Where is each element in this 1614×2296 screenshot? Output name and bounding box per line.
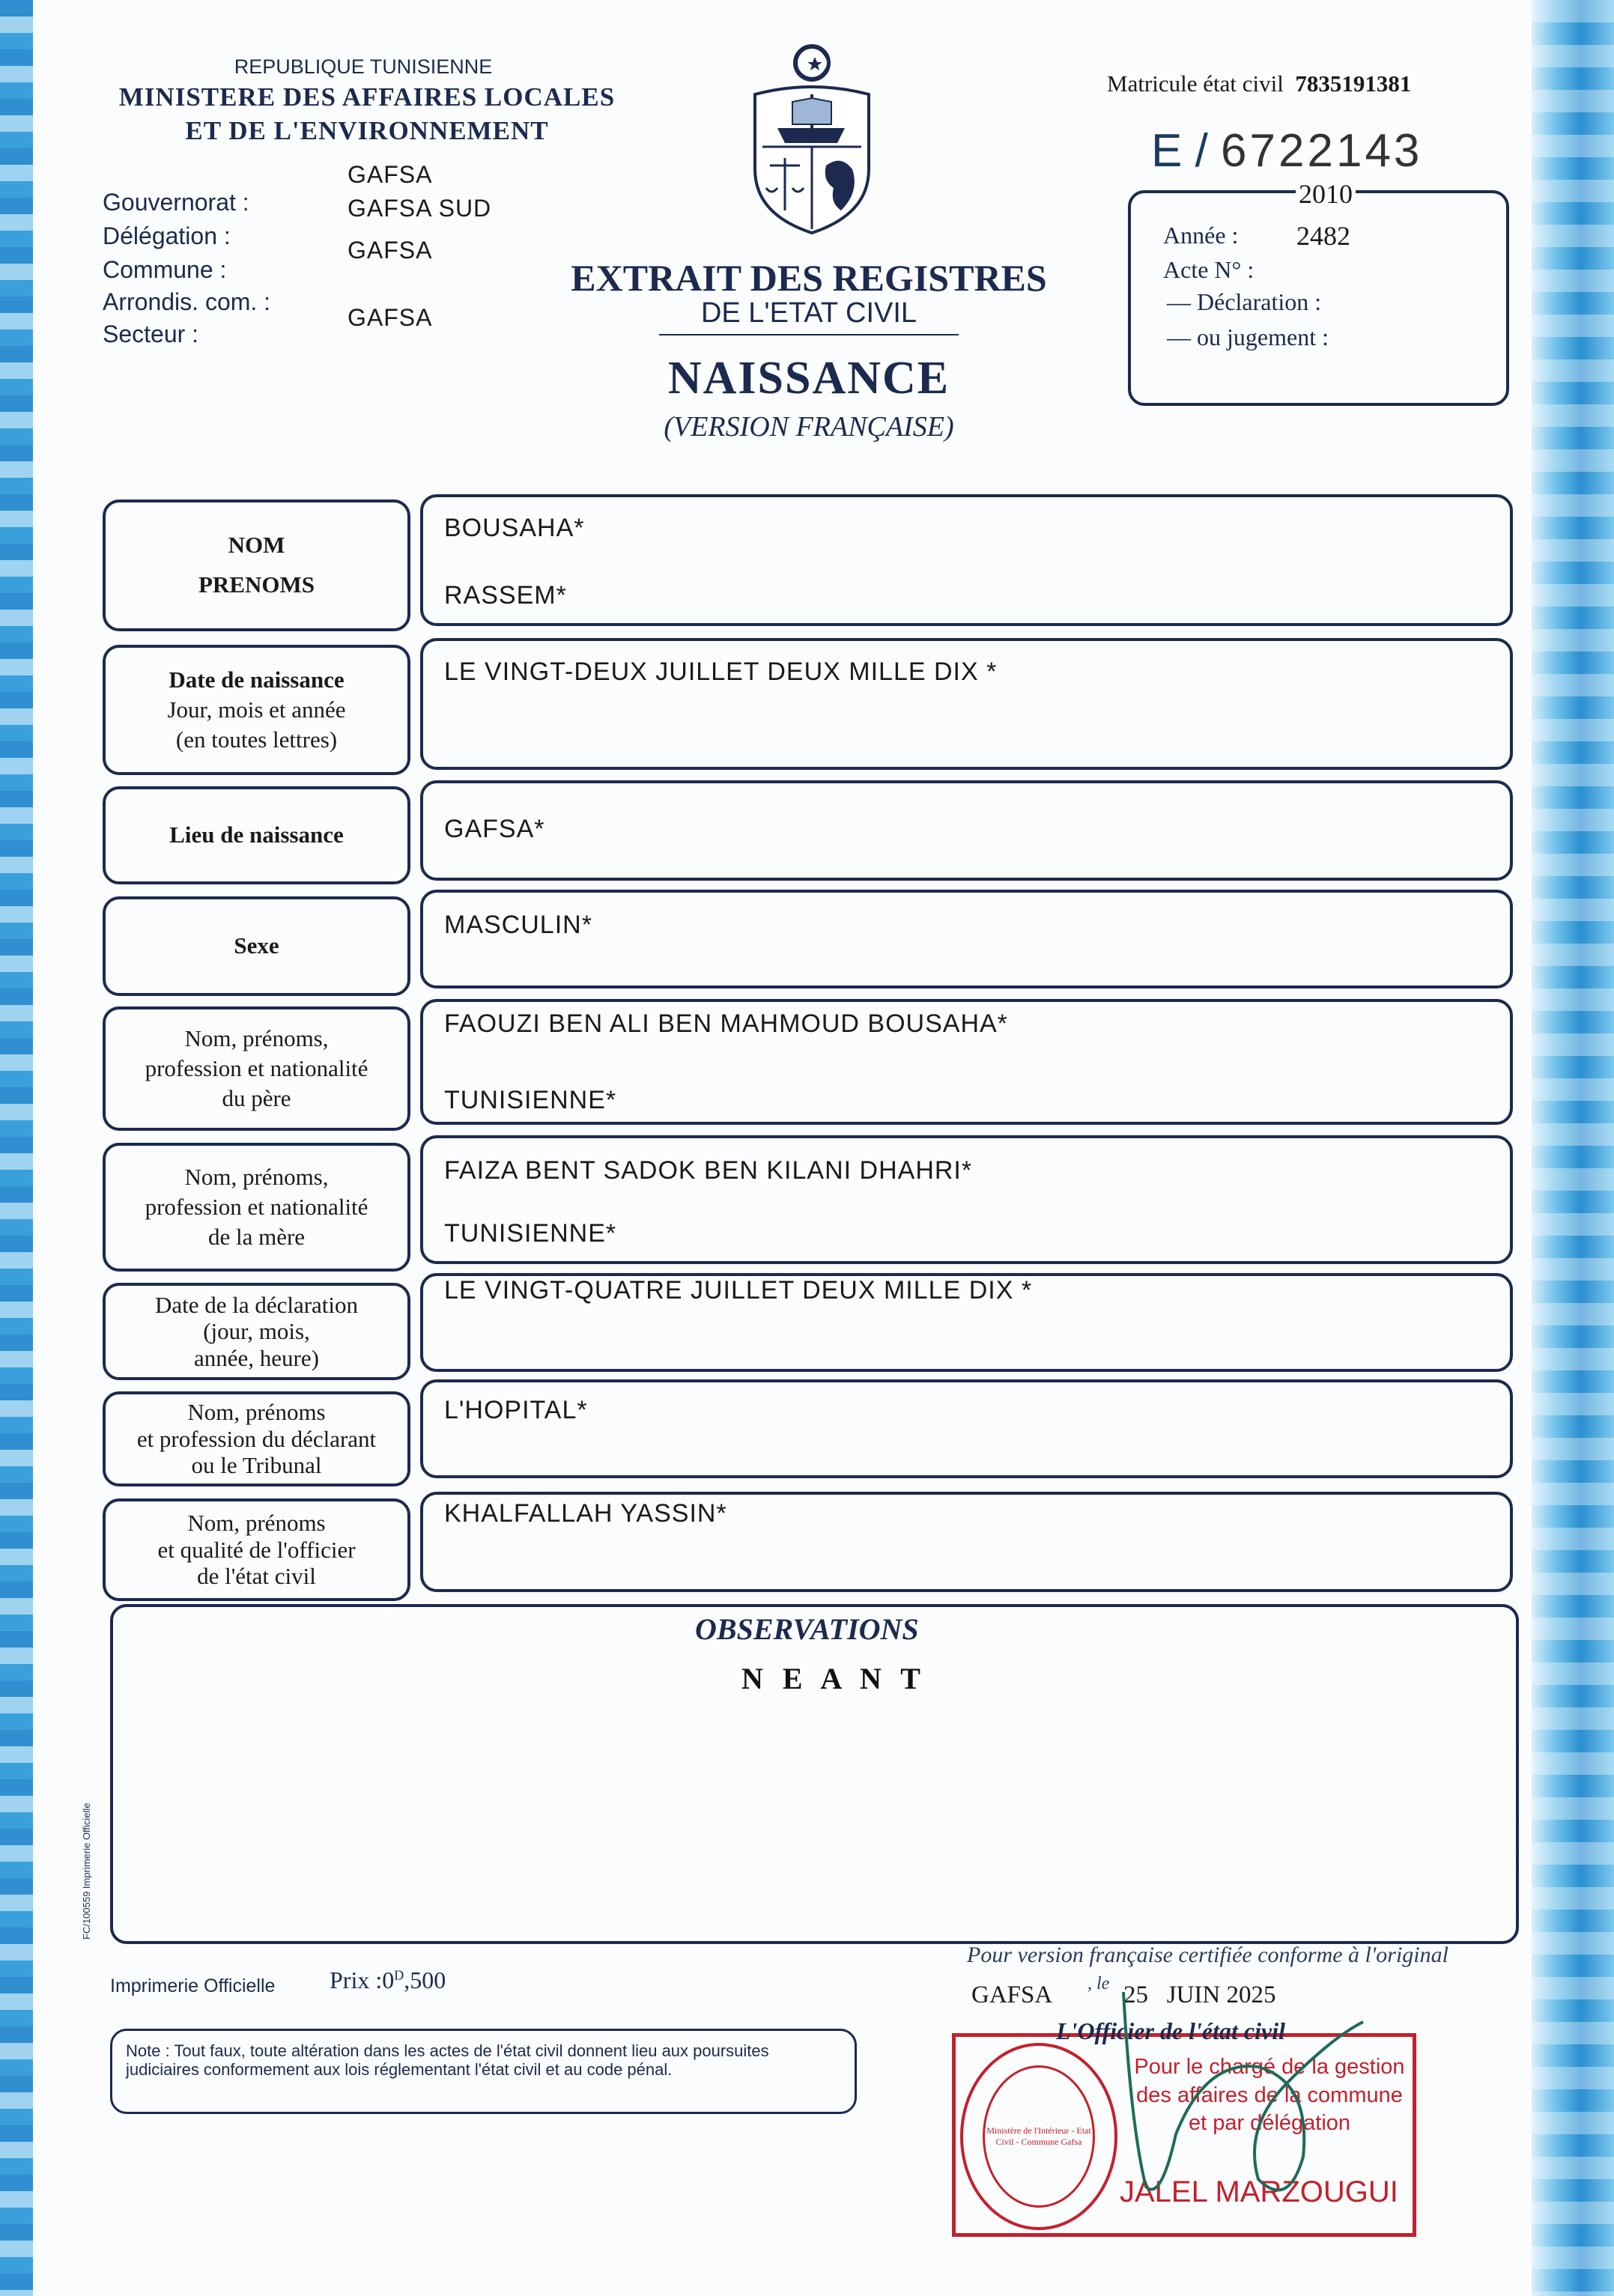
title-divider bbox=[659, 334, 959, 335]
date-declaration-value: LE VINGT-QUATRE JUILLET DEUX MILLE DIX * bbox=[444, 1276, 1033, 1305]
issue-date: 25 JUIN 2025 bbox=[1123, 1981, 1276, 2008]
date-declaration-label-line1: Date de la déclaration bbox=[154, 1291, 359, 1318]
republic-label: REPUBLIQUE TUNISIENNE bbox=[234, 55, 493, 78]
price bbox=[330, 1967, 446, 1994]
pere-name-value: FAOUZI BEN ALI BEN MAHMOUD BOUSAHA* bbox=[444, 1009, 1008, 1038]
sexe-label: Sexe bbox=[103, 896, 410, 996]
prenoms-value: RASSEM* bbox=[444, 581, 567, 610]
price-value: ,500 bbox=[404, 1967, 446, 1993]
observations-box bbox=[110, 1604, 1519, 1944]
serial-prefix: E / bbox=[1151, 125, 1208, 177]
annee-label: Année : bbox=[1163, 222, 1239, 249]
pere-nationality-value: TUNISIENNE* bbox=[444, 1086, 617, 1114]
mere-value-box bbox=[420, 1135, 1513, 1264]
document-subtitle: DE L'ETAT CIVIL bbox=[700, 297, 917, 329]
prenoms-label: PRENOMS bbox=[198, 571, 315, 598]
year-value: 2010 bbox=[1296, 178, 1356, 210]
pere-label-line2: profession et nationalité bbox=[145, 1054, 368, 1081]
issue-le: , le bbox=[1087, 1974, 1110, 1993]
officier-label-line3: de l'état civil bbox=[197, 1563, 316, 1590]
tunisia-coat-of-arms-icon bbox=[747, 42, 876, 237]
serial-number bbox=[1151, 124, 1422, 177]
declarant-value-box bbox=[420, 1379, 1513, 1478]
observations-value: N E A N T bbox=[741, 1662, 926, 1695]
mere-label-line3: de la mère bbox=[207, 1224, 306, 1251]
declarant-label-line2: et profession du déclarant bbox=[136, 1425, 377, 1452]
price-currency: D bbox=[394, 1967, 404, 1983]
decorative-border-right bbox=[1532, 0, 1614, 2296]
officier-label bbox=[103, 1498, 410, 1601]
officer-title: L'Officier de l'état civil bbox=[1056, 2017, 1285, 2044]
commune-value: GAFSA bbox=[348, 237, 433, 264]
declarant-value: L'HOPITAL* bbox=[444, 1396, 588, 1424]
stamp-line1: Pour le chargé de la gestion bbox=[1134, 2055, 1405, 2079]
officier-label-line2: et qualité de l'officier bbox=[157, 1536, 356, 1563]
stamp-line3: et par délégation bbox=[1188, 2111, 1351, 2136]
nom-prenoms-value bbox=[420, 494, 1513, 626]
gouvernorat-value: GAFSA bbox=[348, 161, 433, 188]
date-naissance-hint2: (en toutes lettres) bbox=[175, 726, 338, 753]
pere-label-line3: du père bbox=[222, 1085, 291, 1112]
officier-value: KHALFALLAH YASSIN* bbox=[444, 1499, 727, 1528]
jugement-label: — ou jugement : bbox=[1167, 324, 1329, 350]
ministry-line2: ET DE L'ENVIRONNEMENT bbox=[185, 116, 549, 145]
ministry-line1: MINISTERE DES AFFAIRES LOCALES bbox=[118, 82, 616, 112]
lieu-naissance-label: Lieu de naissance bbox=[103, 786, 410, 884]
declaration-label: — Déclaration : bbox=[1167, 288, 1322, 315]
nom-label: NOM bbox=[228, 532, 285, 559]
pere-value-box bbox=[420, 999, 1513, 1125]
stamp-line2: des affaires de la commune bbox=[1136, 2083, 1403, 2107]
matricule-field bbox=[1107, 70, 1411, 97]
side-print-ref: FC/100559 Imprimerie Officielle bbox=[81, 1803, 92, 1940]
date-declaration-label-line2: (jour, mois, bbox=[203, 1318, 310, 1345]
declarant-label-line3: ou le Tribunal bbox=[191, 1452, 322, 1479]
delegation-label: Délégation : bbox=[103, 222, 231, 249]
nom-prenoms-label bbox=[103, 499, 410, 631]
mere-label-line2: profession et nationalité bbox=[145, 1193, 368, 1220]
act-type-title: NAISSANCE bbox=[667, 353, 950, 404]
commune-label: Commune : bbox=[103, 256, 227, 283]
document-title: EXTRAIT DES REGISTRES bbox=[571, 257, 1047, 299]
lieu-naissance-value-box bbox=[420, 780, 1513, 881]
date-naissance-title: Date de naissance bbox=[169, 666, 345, 693]
mere-label bbox=[103, 1143, 410, 1272]
seal-text: Ministère de l'Intérieur - Etat Civil - Commune Gafsa bbox=[983, 2065, 1095, 2208]
decorative-border-left bbox=[0, 0, 33, 2296]
date-naissance-value-box bbox=[420, 638, 1513, 770]
officier-label-line1: Nom, prénoms bbox=[187, 1510, 326, 1537]
pere-label-line1: Nom, prénoms, bbox=[184, 1024, 329, 1051]
issue-place: GAFSA bbox=[971, 1981, 1053, 2008]
mere-label-line1: Nom, prénoms, bbox=[184, 1163, 329, 1190]
declarant-label bbox=[103, 1391, 410, 1486]
signature-icon bbox=[1064, 1977, 1378, 2217]
mere-name-value: FAIZA BENT SADOK BEN KILANI DHAHRI* bbox=[444, 1156, 973, 1185]
serial-value: 6722143 bbox=[1221, 125, 1423, 177]
matricule-label: Matricule état civil bbox=[1107, 70, 1284, 97]
printer-label: Imprimerie Officielle bbox=[110, 1975, 276, 1996]
arrondissement-label: Arrondis. com. : bbox=[103, 288, 271, 315]
pere-label bbox=[103, 1006, 410, 1131]
date-declaration-label-line3: année, heure) bbox=[194, 1344, 319, 1371]
mere-nationality-value: TUNISIENNE* bbox=[444, 1219, 617, 1248]
certification-text: Pour version française certifiée conforme à l'original bbox=[967, 1943, 1448, 1967]
lieu-naissance-value: GAFSA* bbox=[444, 815, 545, 843]
gouvernorat-label: Gouvernorat : bbox=[103, 189, 249, 216]
price-label: Prix :0 bbox=[330, 1967, 395, 1993]
version-label: (VERSION FRANÇAISE) bbox=[664, 411, 954, 443]
stamp-officer-name: JALEL MARZOUGUI bbox=[1120, 2175, 1398, 2208]
acte-value: 2482 bbox=[1296, 221, 1350, 251]
date-declaration-label bbox=[103, 1283, 410, 1380]
nom-value: BOUSAHA* bbox=[444, 514, 585, 542]
acte-label: Acte N° : bbox=[1163, 256, 1255, 283]
date-naissance-hint1: Jour, mois et année bbox=[167, 696, 346, 723]
sexe-value-box bbox=[420, 890, 1513, 988]
declarant-label-line1: Nom, prénoms bbox=[187, 1399, 326, 1426]
matricule-value: 7835191381 bbox=[1295, 70, 1412, 97]
legal-note: Note : Tout faux, toute altération dans les actes de l'état civil donnent lieu aux poursuites judiciaires conformement aux lois réglementant l'état civil et au code pénal. bbox=[110, 2029, 857, 2114]
secteur-value: GAFSA bbox=[348, 304, 433, 331]
secteur-label: Secteur : bbox=[103, 321, 199, 347]
sexe-value: MASCULIN* bbox=[444, 911, 592, 939]
date-naissance-label bbox=[103, 645, 410, 775]
delegation-value: GAFSA SUD bbox=[348, 195, 492, 222]
officier-value-box bbox=[420, 1492, 1513, 1592]
observations-title: OBSERVATIONS bbox=[695, 1612, 919, 1646]
date-declaration-value-box bbox=[420, 1273, 1513, 1372]
date-naissance-value: LE VINGT-DEUX JUILLET DEUX MILLE DIX * bbox=[444, 657, 998, 686]
